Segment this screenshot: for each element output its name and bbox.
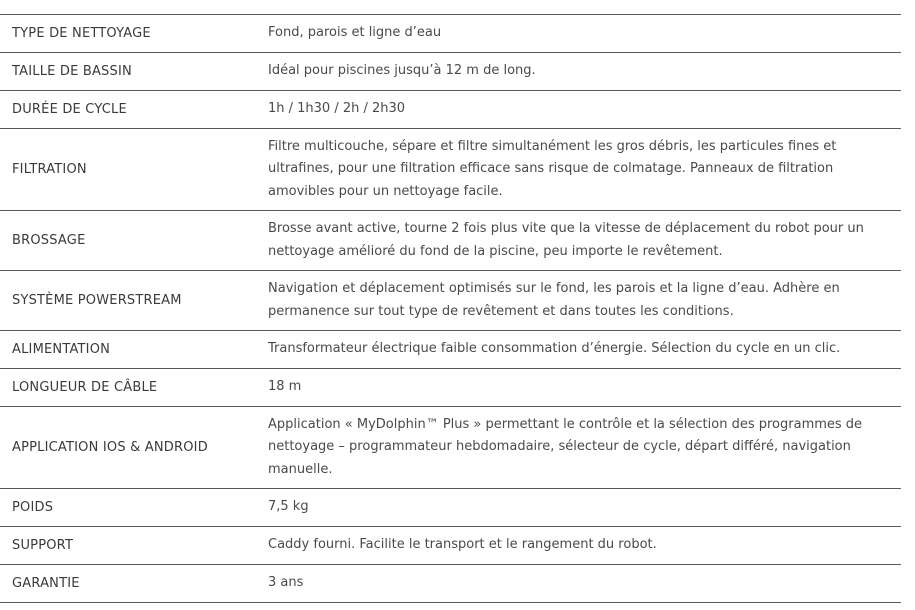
spec-row-brushing bbox=[0, 211, 901, 271]
spec-label: SUPPORT bbox=[12, 538, 74, 553]
spec-row-weight bbox=[0, 489, 901, 527]
spec-row-pool-size bbox=[0, 53, 901, 91]
spec-row-powerstream-system bbox=[0, 271, 901, 331]
spec-value: Application « MyDolphin™ Plus » permettant le contrôle et la sélection des programmes de nettoyage – programmateur hebdomadaire, sélecteur de cycle, départ différé, navigation manuelle. bbox=[268, 416, 863, 477]
spec-value: 7,5 kg bbox=[268, 499, 309, 515]
spec-label: LONGUEUR DE CÂBLE bbox=[12, 380, 158, 395]
specifications-table bbox=[0, 14, 901, 603]
spec-value: Idéal pour piscines jusqu’à 12 m de long. bbox=[268, 63, 536, 79]
spec-value: Brosse avant active, tourne 2 fois plus vite que la vitesse de déplacement du robot pour un nettoyage amélioré du fond de la piscine, peu importe le revêtement. bbox=[268, 221, 864, 259]
spec-label: SYSTÈME POWERSTREAM bbox=[12, 293, 182, 308]
spec-value: Navigation et déplacement optimisés sur le fond, les parois et la ligne d’eau. Adhère en permanence sur tout type de revêtement et dans toutes les conditions. bbox=[268, 281, 840, 319]
spec-row-app bbox=[0, 407, 901, 489]
spec-label: ALIMENTATION bbox=[12, 342, 111, 357]
spec-value: 18 m bbox=[268, 379, 302, 395]
spec-label: POIDS bbox=[12, 500, 54, 515]
spec-row-cycle-duration bbox=[0, 91, 901, 129]
spec-label: TYPE DE NETTOYAGE bbox=[12, 26, 151, 41]
spec-value: Filtre multicouche, sépare et filtre simultanément les gros débris, les particules fines et ultrafines, pour une filtration efficace sans risque de colmatage. Panneaux de filtration amovibles pour un nettoyage facile. bbox=[268, 138, 837, 199]
spec-value: 3 ans bbox=[268, 575, 304, 591]
spec-row-warranty bbox=[0, 565, 901, 603]
spec-label: FILTRATION bbox=[12, 162, 87, 177]
spec-row-cable-length bbox=[0, 369, 901, 407]
spec-value: Transformateur électrique faible consommation d’énergie. Sélection du cycle en un clic. bbox=[268, 341, 841, 357]
spec-label: GARANTIE bbox=[12, 576, 80, 591]
spec-label: TAILLE DE BASSIN bbox=[12, 64, 132, 79]
spec-row-cleaning-type bbox=[0, 15, 901, 53]
spec-value: 1h / 1h30 / 2h / 2h30 bbox=[268, 101, 406, 117]
spec-label: BROSSAGE bbox=[12, 233, 86, 248]
spec-row-filtration bbox=[0, 129, 901, 211]
spec-label: DURÉE DE CYCLE bbox=[12, 102, 127, 117]
spec-row-support bbox=[0, 527, 901, 565]
spec-row-power-supply bbox=[0, 331, 901, 369]
spec-value: Fond, parois et ligne d’eau bbox=[268, 25, 442, 41]
spec-label: APPLICATION IOS & ANDROID bbox=[12, 440, 208, 455]
spec-value: Caddy fourni. Facilite le transport et le rangement du robot. bbox=[268, 537, 657, 553]
